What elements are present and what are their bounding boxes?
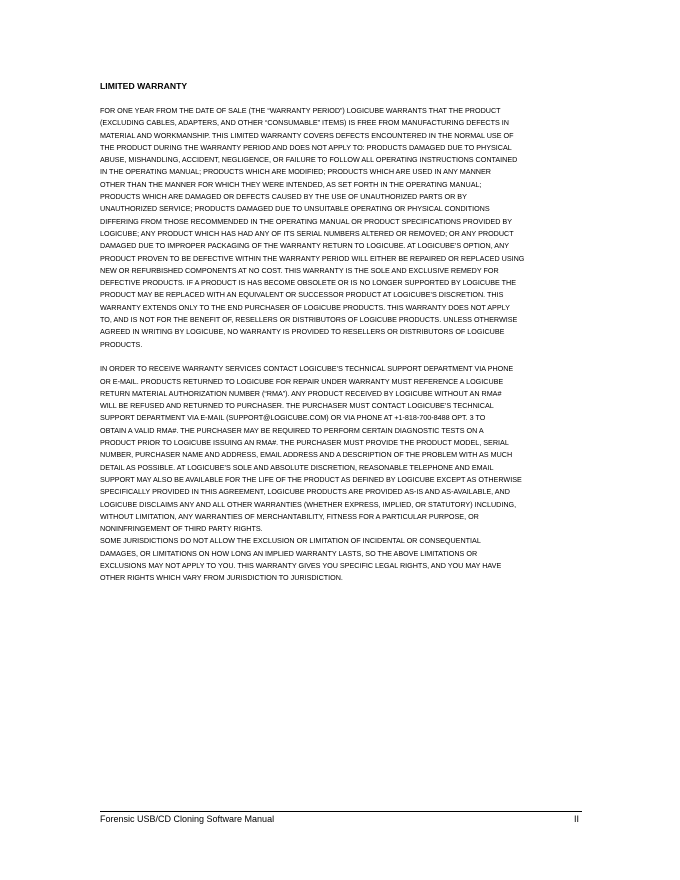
text-line: DEFECTIVE PRODUCTS. IF A PRODUCT IS HAS BECOME OBSOLETE OR IS NO LONGER SUPPORTED BY LOGICUBE THE <box>100 278 517 288</box>
text-line: PRODUCTS WHICH ARE DAMAGED OR DEFECTS CAUSED BY THE USE OF UNAUTHORIZED PARTS OR BY <box>100 192 467 202</box>
text-line: RETURN MATERIAL AUTHORIZATION NUMBER (“RMA”). ANY PRODUCT RECEIVED BY LOGICUBE WITHOUT AN RMA# <box>100 388 502 398</box>
text-line: IN ORDER TO RECEIVE WARRANTY SERVICES CONTACT LOGICUBE’S TECHNICAL SUPPORT DEPARTMENT VIA PHONE <box>100 364 514 374</box>
text-line: IN THE OPERATING MANUAL; PRODUCTS WHICH ARE MODIFIED; PRODUCTS WHICH ARE USED IN ANY MANNER <box>100 167 491 177</box>
text-line: EXCLUSIONS MAY NOT APPLY TO YOU. THIS WARRANTY GIVES YOU SPECIFIC LEGAL RIGHTS, AND YOU MAY HAVE <box>100 560 502 570</box>
text-line: (EXCLUDING CABLES, ADAPTERS, AND OTHER “CONSUMABLE” ITEMS) IS FREE FROM MANUFACTURING DEFECTS IN <box>100 118 509 128</box>
text-line: OBTAIN A VALID RMA#. THE PURCHASER MAY BE REQUIRED TO PERFORM CERTAIN DIAGNOSTIC TESTS ON A <box>100 425 484 435</box>
footer-manual-title: Forensic USB/CD Cloning Software Manual <box>100 814 275 824</box>
text-line: LOGICUBE DISCLAIMS ANY AND ALL OTHER WARRANTIES (WHETHER EXPRESS, IMPLIED, OR STATUTORY) INCLUDING, <box>100 499 517 509</box>
text-line: DAMAGED DUE TO IMPROPER PACKAGING OF THE WARRANTY RETURN TO LOGICUBE. AT LOGICUBE’S OPTION, ANY <box>100 241 510 251</box>
text-line: OTHER THAN THE MANNER FOR WHICH THEY WERE INTENDED, AS SET FORTH IN THE OPERATING MANUAL; <box>100 179 482 189</box>
text-line: AGREED IN WRITING BY LOGICUBE, NO WARRANTY IS PROVIDED TO RESELLERS OR DISTRIBUTORS OF LOGICUBE <box>100 327 505 337</box>
text-line: THE PRODUCT DURING THE WARRANTY PERIOD AND DOES NOT APPLY TO: PRODUCTS DAMAGED DUE TO PHYSICAL <box>100 142 512 152</box>
footer-page-number: II <box>573 814 579 824</box>
text-line: TO, AND IS NOT FOR THE BENEFIT OF, RESELLERS OR DISTRIBUTORS OF LOGICUBE PRODUCTS. UNLESS OTHERWISE <box>100 315 518 325</box>
text-line: SPECIFICALLY PROVIDED IN THIS AGREEMENT, LOGICUBE PRODUCTS ARE PROVIDED AS-IS AND AS-AVAILABLE, AND <box>100 487 510 497</box>
text-line: MATERIAL AND WORKMANSHIP. THIS LIMITED WARRANTY COVERS DEFECTS ENCOUNTERED IN THE NORMAL USE OF <box>100 130 514 140</box>
text-line: OR E-MAIL. PRODUCTS RETURNED TO LOGICUBE FOR REPAIR UNDER WARRANTY MUST REFERENCE A LOGICUBE <box>100 376 504 386</box>
text-line: PRODUCT MAY BE REPLACED WITH AN EQUIVALENT OR SUCCESSOR PRODUCT AT LOGICUBE’S DISCRETION. THIS <box>100 290 504 300</box>
text-line: OTHER RIGHTS WHICH VARY FROM JURISDICTION TO JURISDICTION. <box>100 573 343 583</box>
text-line: NUMBER, PURCHASER NAME AND ADDRESS, EMAIL ADDRESS AND A DESCRIPTION OF THE PROBLEM WITH AS MUCH <box>100 450 513 460</box>
text-line: SUPPORT DEPARTMENT VIA E-MAIL (SUPPORT@LOGICUBE.COM) OR VIA PHONE AT +1-818-700-8488 OPT. 3 TO <box>100 413 486 423</box>
text-line: NONINFRINGEMENT OF THIRD PARTY RIGHTS. <box>100 524 263 534</box>
text-line: DETAIL AS POSSIBLE. AT LOGICUBE’S SOLE AND ABSOLUTE DISCRETION, REASONABLE TELEPHONE AND EMAIL <box>100 462 494 472</box>
warranty-body <box>100 105 582 585</box>
text-line: WITHOUT LIMITATION, ANY WARRANTIES OF MERCHANTABILITY, FITNESS FOR A PARTICULAR PURPOSE, OR <box>100 511 479 521</box>
text-line: UNAUTHORIZED SERVICE; PRODUCTS DAMAGED DUE TO UNSUITABLE OPERATING OR PHYSICAL CONDITIONS <box>100 204 490 214</box>
warranty-paragraph-jurisdictions <box>100 535 582 584</box>
text-line: DIFFERING FROM THOSE RECOMMENDED IN THE OPERATING MANUAL OR PRODUCT SPECIFICATIONS PROVIDED BY <box>100 216 512 226</box>
text-line: ABUSE, MISHANDLING, ACCIDENT, NEGLIGENCE, OR FAILURE TO FOLLOW ALL OPERATING INSTRUCTIONS CONTAINED <box>100 155 518 165</box>
text-line: PRODUCT PROVEN TO BE DEFECTIVE WITHIN THE WARRANTY PERIOD WILL EITHER BE REPAIRED OR REPLACED USING <box>100 253 525 263</box>
text-line: WILL BE REFUSED AND RETURNED TO PURCHASER. THE PURCHASER MUST CONTACT LOGICUBE’S TECHNICAL <box>100 401 494 411</box>
text-line: DAMAGES, OR LIMITATIONS ON HOW LONG AN IMPLIED WARRANTY LASTS, SO THE ABOVE LIMITATIONS OR <box>100 548 478 558</box>
text-line: WARRANTY EXTENDS ONLY TO THE END PURCHASER OF LOGICUBE PRODUCTS. THIS WARRANTY DOES NOT APPLY <box>100 302 510 312</box>
text-line: PRODUCTS. <box>100 339 143 349</box>
text-line: NEW OR REFURBISHED COMPONENTS AT NO COST. THIS WARRANTY IS THE SOLE AND EXCLUSIVE REMEDY FOR <box>100 265 499 275</box>
text-line: LOGICUBE; ANY PRODUCT WHICH HAS HAD ANY OF ITS SERIAL NUMBERS ALTERED OR REMOVED; OR ANY PRODUCT <box>100 228 514 238</box>
text-line: FOR ONE YEAR FROM THE DATE OF SALE (THE “WARRANTY PERIOD”) LOGICUBE WARRANTS THAT THE PRODUCT <box>100 106 501 115</box>
warranty-paragraph-coverage <box>100 105 582 351</box>
text-line: SOME JURISDICTIONS DO NOT ALLOW THE EXCLUSION OR LIMITATION OF INCIDENTAL OR CONSEQUENTIAL <box>100 536 481 546</box>
section-heading: LIMITED WARRANTY <box>100 81 188 91</box>
footer-divider <box>100 811 582 812</box>
text-line: SUPPORT MAY ALSO BE AVAILABLE FOR THE LIFE OF THE PRODUCT AS DEFINED BY LOGICUBE EXCEPT AS OTHERWISE <box>100 474 522 484</box>
text-line: PRODUCT PRIOR TO LOGICUBE ISSUING AN RMA#. THE PURCHASER MUST PROVIDE THE PRODUCT MODEL, SERIAL <box>100 438 509 448</box>
warranty-paragraph-service <box>100 363 582 535</box>
